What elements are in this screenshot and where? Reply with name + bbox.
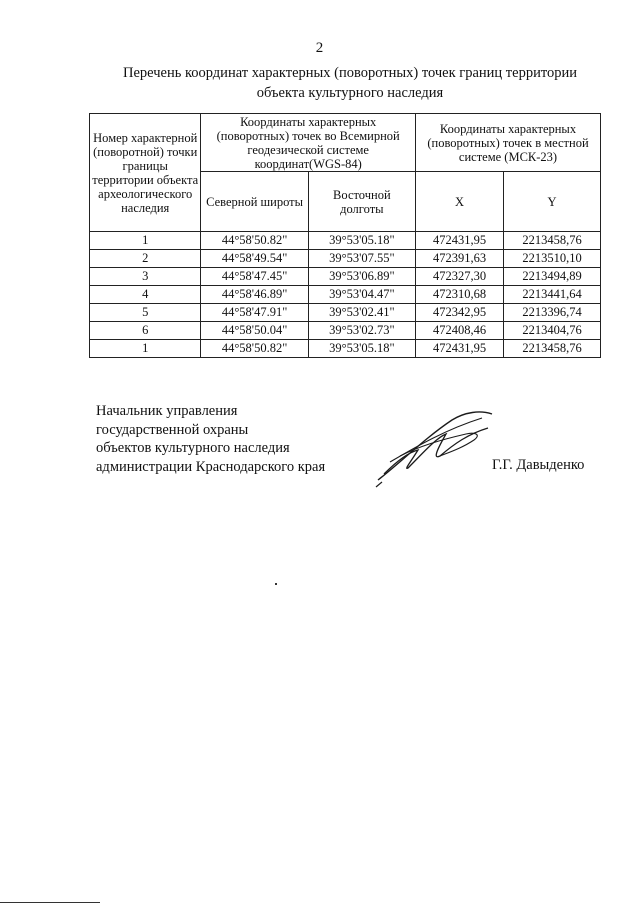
cell-x: 472342,95 — [415, 304, 503, 322]
cell-longitude: 39°53'05.18" — [308, 340, 415, 358]
cell-x: 472310,68 — [415, 286, 503, 304]
cell-latitude: 44°58'46.89" — [201, 286, 308, 304]
cell-y: 2213396,74 — [504, 304, 601, 322]
table-row — [90, 232, 601, 250]
cell-y: 2213458,76 — [504, 340, 601, 358]
cell-y: 2213404,76 — [504, 322, 601, 340]
header-east-lon: Восточной долготы — [308, 172, 415, 232]
signer-position-line-2: государственной охраны — [96, 421, 249, 438]
cell-longitude: 39°53'02.73" — [308, 322, 415, 340]
cell-x: 472431,95 — [415, 232, 503, 250]
cell-longitude: 39°53'07.55" — [308, 250, 415, 268]
cell-point-number: 2 — [90, 250, 201, 268]
cell-y: 2213441,64 — [504, 286, 601, 304]
table-header-row — [90, 114, 601, 172]
header-y: Y — [504, 172, 601, 232]
cell-point-number: 1 — [90, 340, 201, 358]
header-point-number: Номер характерной (поворотной) точки границы территории объекта археологического наследия — [90, 114, 201, 232]
cell-x: 472327,30 — [415, 268, 503, 286]
cell-longitude: 39°53'04.47" — [308, 286, 415, 304]
table-row — [90, 340, 601, 358]
cell-x: 472431,95 — [415, 340, 503, 358]
signer-name: Г.Г. Давыденко — [492, 457, 585, 473]
cell-y: 2213510,10 — [504, 250, 601, 268]
scan-artifact-dot — [275, 583, 277, 585]
header-wgs-group: Координаты характерных (поворотных) точек во Всемирной геодезической системе координат(WGS-84) — [201, 114, 416, 172]
cell-longitude: 39°53'06.89" — [308, 268, 415, 286]
cell-y: 2213458,76 — [504, 232, 601, 250]
table-row — [90, 322, 601, 340]
header-north-lat: Северной широты — [201, 172, 308, 232]
cell-x: 472391,63 — [415, 250, 503, 268]
cell-point-number: 3 — [90, 268, 201, 286]
cell-latitude: 44°58'49.54" — [201, 250, 308, 268]
document-title-line-2: объекта культурного наследия — [256, 85, 444, 101]
signer-position-line-3: объектов культурного наследия — [96, 440, 290, 456]
signer-position — [96, 402, 325, 476]
header-local-group: Координаты характерных (поворотных) точек в местной системе (МСК-23) — [415, 114, 600, 172]
cell-latitude: 44°58'50.82" — [201, 232, 308, 250]
cell-point-number: 6 — [90, 322, 201, 340]
cell-point-number: 4 — [90, 286, 201, 304]
cell-point-number: 5 — [90, 304, 201, 322]
signer-position-line-1: Начальник управления — [96, 403, 238, 419]
cell-latitude: 44°58'50.04" — [201, 322, 308, 340]
cell-longitude: 39°53'02.41" — [308, 304, 415, 322]
cell-latitude: 44°58'50.82" — [201, 340, 308, 358]
handwritten-signature — [370, 408, 500, 493]
table-row — [90, 286, 601, 304]
cell-point-number: 1 — [90, 232, 201, 250]
cell-latitude: 44°58'47.45" — [201, 268, 308, 286]
cell-longitude: 39°53'05.18" — [308, 232, 415, 250]
table-row — [90, 250, 601, 268]
signature-scribble — [370, 408, 500, 488]
signer-position-line-4: администрации Краснодарского края — [96, 458, 326, 475]
coordinates-table — [89, 113, 601, 358]
page-number: 2 — [315, 40, 324, 56]
document-title — [60, 63, 639, 103]
cell-y: 2213494,89 — [504, 268, 601, 286]
footer-rule — [0, 902, 100, 903]
table-row — [90, 304, 601, 322]
cell-x: 472408,46 — [415, 322, 503, 340]
table-row — [90, 268, 601, 286]
header-x: X — [415, 172, 503, 232]
document-title-line-1: Перечень координат характерных (поворотных) точек границ территории — [122, 65, 578, 81]
cell-latitude: 44°58'47.91" — [201, 304, 308, 322]
